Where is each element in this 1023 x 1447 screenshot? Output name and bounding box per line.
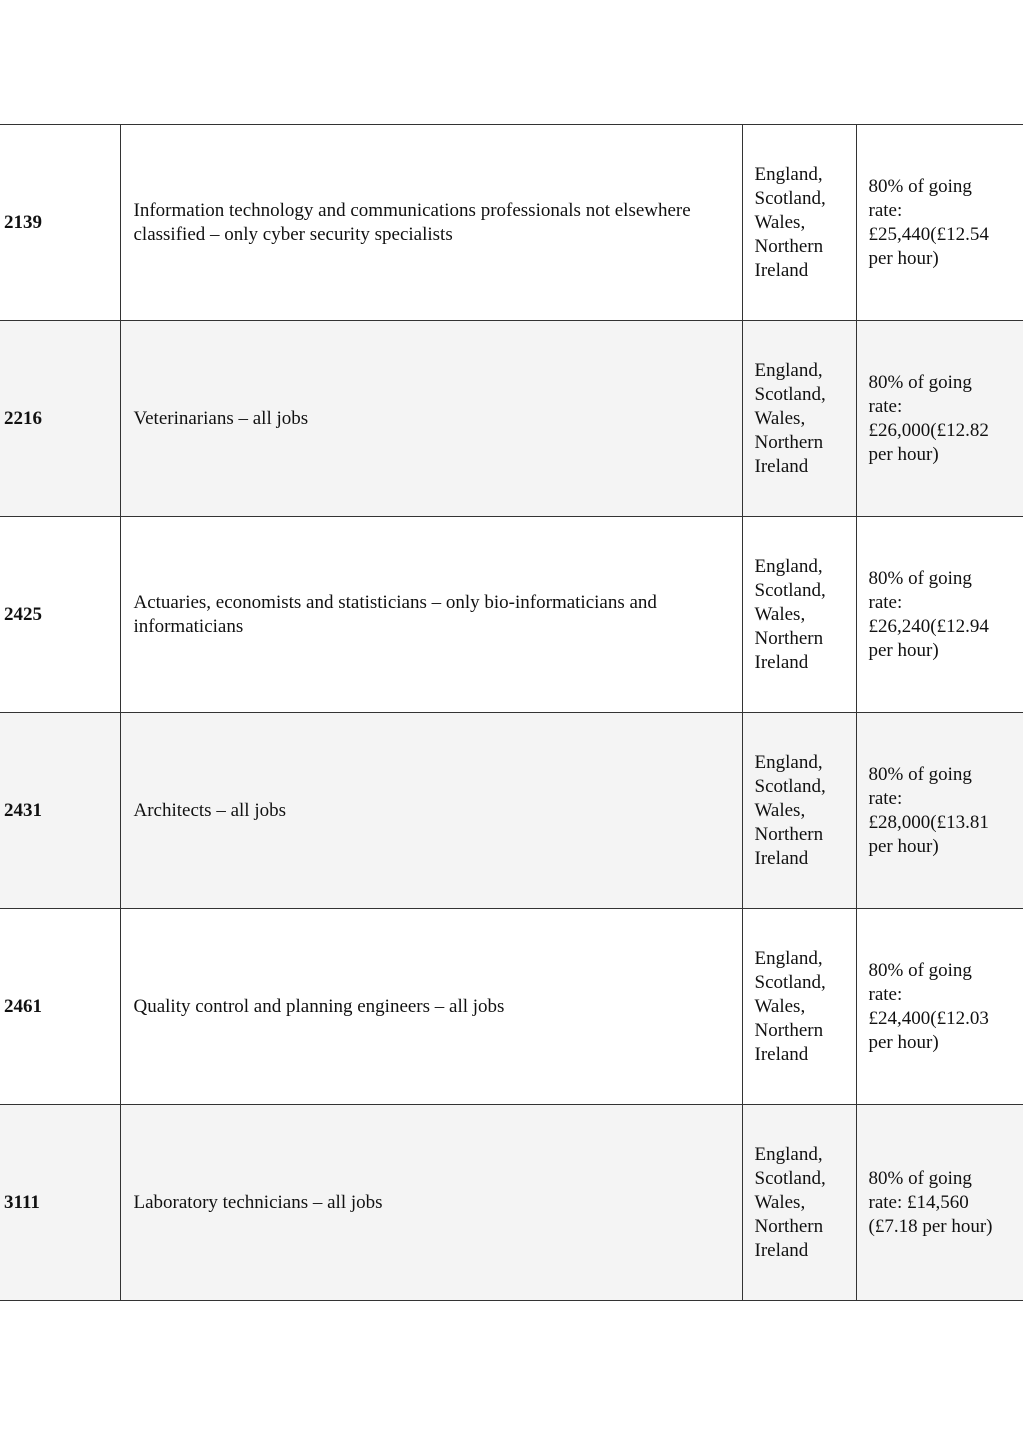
occupation-code: 2431 <box>0 713 120 909</box>
salary-rate-line: per hour) <box>868 1031 939 1053</box>
region-name: Ireland <box>754 455 809 477</box>
salary-rate-cell <box>856 909 1023 1105</box>
region-name: Scotland, <box>754 187 826 209</box>
occupation-description: Veterinarians – all jobs <box>120 321 742 517</box>
occupation-description: Architects – all jobs <box>120 713 742 909</box>
occupation-table-container <box>0 124 1023 1301</box>
salary-rate-cell <box>856 321 1023 517</box>
salary-rate-line: 80% of going <box>868 371 972 393</box>
region-name: Northern <box>754 235 824 257</box>
salary-rate-cell <box>856 125 1023 321</box>
region-cell <box>742 321 856 517</box>
salary-rate-line: £25,440(£12.54 <box>868 223 989 245</box>
table-row <box>0 321 1023 517</box>
table-row <box>0 125 1023 321</box>
region-name: Wales, <box>754 211 806 233</box>
table-row <box>0 713 1023 909</box>
region-cell <box>742 125 856 321</box>
region-name: Northern <box>754 627 824 649</box>
salary-rate-line: rate: <box>868 395 903 417</box>
table-row <box>0 517 1023 713</box>
region-name: Ireland <box>754 1043 809 1065</box>
salary-rate-cell <box>856 517 1023 713</box>
salary-rate-line: (£7.18 per hour) <box>868 1215 993 1237</box>
region-name: Scotland, <box>754 383 826 405</box>
occupation-code: 2216 <box>0 321 120 517</box>
salary-rate-line: £24,400(£12.03 <box>868 1007 989 1029</box>
salary-rate-line: £28,000(£13.81 <box>868 811 989 833</box>
salary-rate-line: per hour) <box>868 247 939 269</box>
occupation-table <box>0 124 1023 1301</box>
region-name: Scotland, <box>754 775 826 797</box>
region-name: Scotland, <box>754 1167 826 1189</box>
salary-rate-line: £26,240(£12.94 <box>868 615 989 637</box>
region-name: Ireland <box>754 847 809 869</box>
region-cell <box>742 909 856 1105</box>
table-body <box>0 125 1023 1301</box>
occupation-description: Quality control and planning engineers – all jobs <box>120 909 742 1105</box>
region-name: England, <box>754 163 823 185</box>
region-name: Ireland <box>754 259 809 281</box>
salary-rate-line: per hour) <box>868 639 939 661</box>
salary-rate-line: 80% of going <box>868 763 972 785</box>
region-name: Northern <box>754 1019 824 1041</box>
salary-rate-line: 80% of going <box>868 175 972 197</box>
region-name: Northern <box>754 1215 824 1237</box>
salary-rate-line: 80% of going <box>868 959 972 981</box>
region-name: England, <box>754 751 823 773</box>
occupation-code: 2425 <box>0 517 120 713</box>
occupation-code: 2461 <box>0 909 120 1105</box>
region-name: Wales, <box>754 407 806 429</box>
region-cell <box>742 1105 856 1301</box>
region-name: Wales, <box>754 995 806 1017</box>
occupation-code: 2139 <box>0 125 120 321</box>
region-name: England, <box>754 359 823 381</box>
occupation-description: Actuaries, economists and statisticians – only bio-informaticians and informaticians <box>120 517 742 713</box>
table-row <box>0 909 1023 1105</box>
region-name: Ireland <box>754 1239 809 1261</box>
occupation-description: Laboratory technicians – all jobs <box>120 1105 742 1301</box>
region-name: Wales, <box>754 1191 806 1213</box>
region-name: Ireland <box>754 651 809 673</box>
salary-rate-line: per hour) <box>868 835 939 857</box>
salary-rate-line: £26,000(£12.82 <box>868 419 989 441</box>
region-name: Scotland, <box>754 971 826 993</box>
region-name: Northern <box>754 823 824 845</box>
region-name: Northern <box>754 431 824 453</box>
region-cell <box>742 517 856 713</box>
occupation-code: 3111 <box>0 1105 120 1301</box>
salary-rate-line: rate: <box>868 199 903 221</box>
salary-rate-line: per hour) <box>868 443 939 465</box>
region-name: Scotland, <box>754 579 826 601</box>
region-name: Wales, <box>754 799 806 821</box>
region-name: Wales, <box>754 603 806 625</box>
region-name: England, <box>754 1143 823 1165</box>
salary-rate-line: rate: <box>868 983 903 1005</box>
salary-rate-line: 80% of going <box>868 1167 972 1189</box>
salary-rate-line: 80% of going <box>868 567 972 589</box>
occupation-description: Information technology and communications professionals not elsewhere classified – only cyber security specialists <box>120 125 742 321</box>
region-cell <box>742 713 856 909</box>
salary-rate-line: rate: £14,560 <box>868 1191 969 1213</box>
salary-rate-cell <box>856 713 1023 909</box>
region-name: England, <box>754 947 823 969</box>
salary-rate-line: rate: <box>868 787 903 809</box>
salary-rate-cell <box>856 1105 1023 1301</box>
table-row <box>0 1105 1023 1301</box>
region-name: England, <box>754 555 823 577</box>
salary-rate-line: rate: <box>868 591 903 613</box>
